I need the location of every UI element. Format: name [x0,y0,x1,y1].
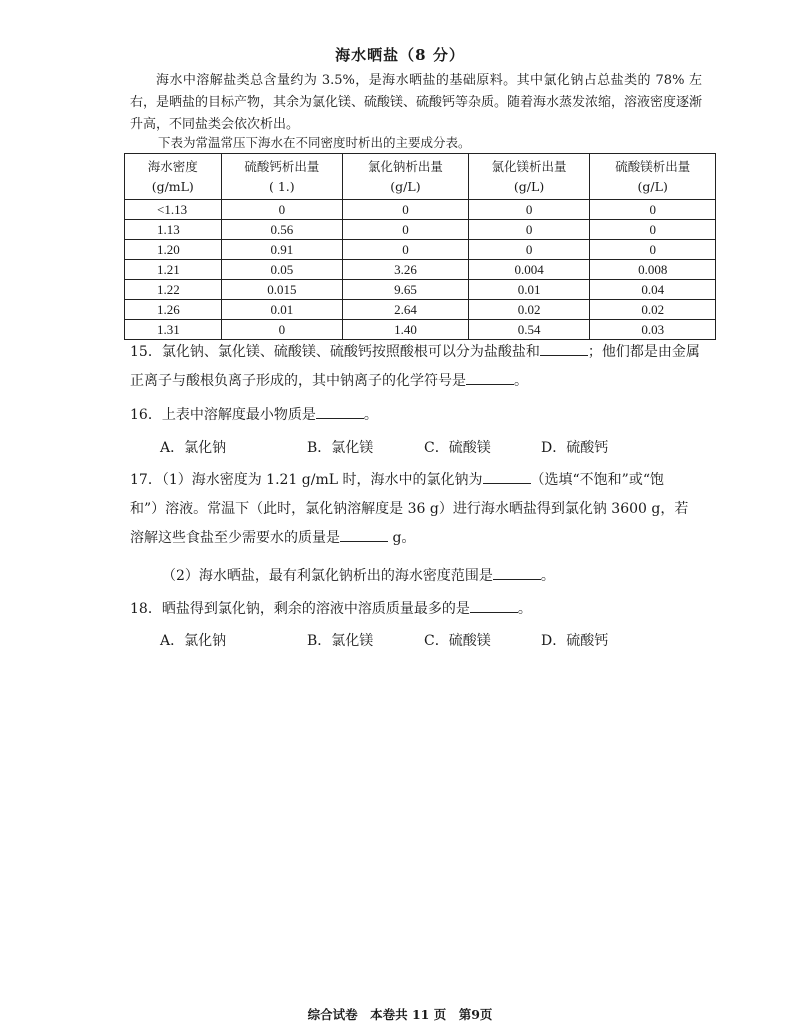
question-15 [130,338,710,396]
cell-value: 0 [343,220,469,240]
cell-value: 0 [590,200,716,220]
question-16-stem: 16．上表中溶解度最小物质是 。 [130,401,710,430]
cell-value: 0.015 [221,280,343,300]
question-17 [130,466,710,553]
section-title: 海水晒盐（8 分） [335,46,465,64]
header-nacl: 氯化钠析出量 (g/L) [343,154,469,200]
question-15-line2: 正离子与酸根负离子形成的，其中钠离子的化学符号是 。 [130,367,710,396]
question-16 [130,401,710,430]
header-caso4: 硫酸钙析出量 ( 1.) [221,154,343,200]
table-row [125,260,716,280]
question-18 [130,595,710,624]
cell-value: 0.02 [468,300,590,320]
cell-value: 9.65 [343,280,469,300]
question-18-options [160,627,740,656]
question-18-stem: 18．晒盐得到氯化钠，剩余的溶液中溶质质量最多的是 。 [130,595,710,624]
cell-value: 0 [343,240,469,260]
question-17-line2: 和”）溶液。常温下（此时，氯化钠溶解度是 36 g）进行海水晒盐得到氯化钠 3600 g，若 [130,501,689,517]
option-c[interactable]: C．硫酸镁 [424,633,491,649]
cell-value: 0.03 [590,320,716,340]
cell-value: 0.008 [590,260,716,280]
question-17-part2: （2）海水晒盐，最有利氯化钠析出的海水密度范围是 。 [162,562,742,591]
cell-value: 0.05 [221,260,343,280]
option-b[interactable]: B．氯化镁 [307,440,374,456]
option-b[interactable]: B．氯化镁 [307,633,374,649]
option-d[interactable]: D．硫酸钙 [541,633,609,649]
cell-value: 0.91 [221,240,343,260]
intro-paragraph: 海水中溶解盐类总含量约为 3.5%，是海水晒盐的基础原料。其中氯化钠占总盐类的 78% 左右，是晒盐的目标产物，其余为氯化镁、硫酸镁、硫酸钙等杂质。随着海水蒸发浓缩，溶液密度逐渐升高，不同盐类会依次析出。 [130,73,703,132]
cell-value: 0.54 [468,320,590,340]
cell-value: 0 [590,240,716,260]
cell-value: 0.01 [468,280,590,300]
cell-value: 1.40 [343,320,469,340]
answer-blank[interactable] [316,404,364,419]
cell-density: <1.13 [125,200,222,220]
question-16-options [160,434,740,463]
header-mgso4: 硫酸镁析出量 (g/L) [590,154,716,200]
cell-value: 0 [221,200,343,220]
cell-value: 0 [221,320,343,340]
cell-density: 1.13 [125,220,222,240]
question-17-line3: 溶解这些食盐至少需要水的质量是 g。 [130,524,710,553]
cell-value: 0 [468,240,590,260]
table-row [125,320,716,340]
option-d[interactable]: D．硫酸钙 [541,440,609,456]
cell-density: 1.31 [125,320,222,340]
cell-density: 1.21 [125,260,222,280]
cell-density: 1.26 [125,300,222,320]
cell-value: 3.26 [343,260,469,280]
table-row [125,200,716,220]
question-17-line1: 17．（1）海水密度为 1.21 g/mL 时，海水中的氯化钠为 （选填“不饱和”或“饱 [130,466,710,495]
table-row [125,220,716,240]
cell-value: 2.64 [343,300,469,320]
answer-blank[interactable] [483,469,531,484]
cell-density: 1.22 [125,280,222,300]
table-row [125,280,716,300]
cell-value: 0.04 [590,280,716,300]
table-header-row [125,154,716,200]
table-row [125,300,716,320]
option-a[interactable]: A．氯化钠 [160,440,227,456]
cell-value: 0 [590,220,716,240]
cell-value: 0.004 [468,260,590,280]
answer-blank[interactable] [466,370,514,385]
header-density: 海水密度 (g/mL) [125,154,222,200]
cell-value: 0 [468,220,590,240]
answer-blank[interactable] [540,341,588,356]
table-row [125,240,716,260]
option-a[interactable]: A．氯化钠 [160,633,227,649]
cell-density: 1.20 [125,240,222,260]
answer-blank[interactable] [493,565,541,580]
answer-blank[interactable] [340,527,388,542]
option-c[interactable]: C．硫酸镁 [424,440,491,456]
cell-value: 0 [343,200,469,220]
cell-value: 0.02 [590,300,716,320]
salt-precipitation-table [124,153,716,340]
intro-text [130,70,702,136]
cell-value: 0 [468,200,590,220]
header-mgcl2: 氯化镁析出量 (g/L) [468,154,590,200]
answer-blank[interactable] [470,598,518,613]
table-caption: 下表为常温常压下海水在不同密度时析出的主要成分表。 [158,135,471,150]
page-footer: 综合试卷 本卷共 11 页 第9页 [307,1007,493,1022]
cell-value: 0.01 [221,300,343,320]
cell-value: 0.56 [221,220,343,240]
question-15-line1: 15．氯化钠、氯化镁、硫酸镁、硫酸钙按照酸根可以分为盐酸盐和 ；他们都是由金属 [130,338,710,367]
